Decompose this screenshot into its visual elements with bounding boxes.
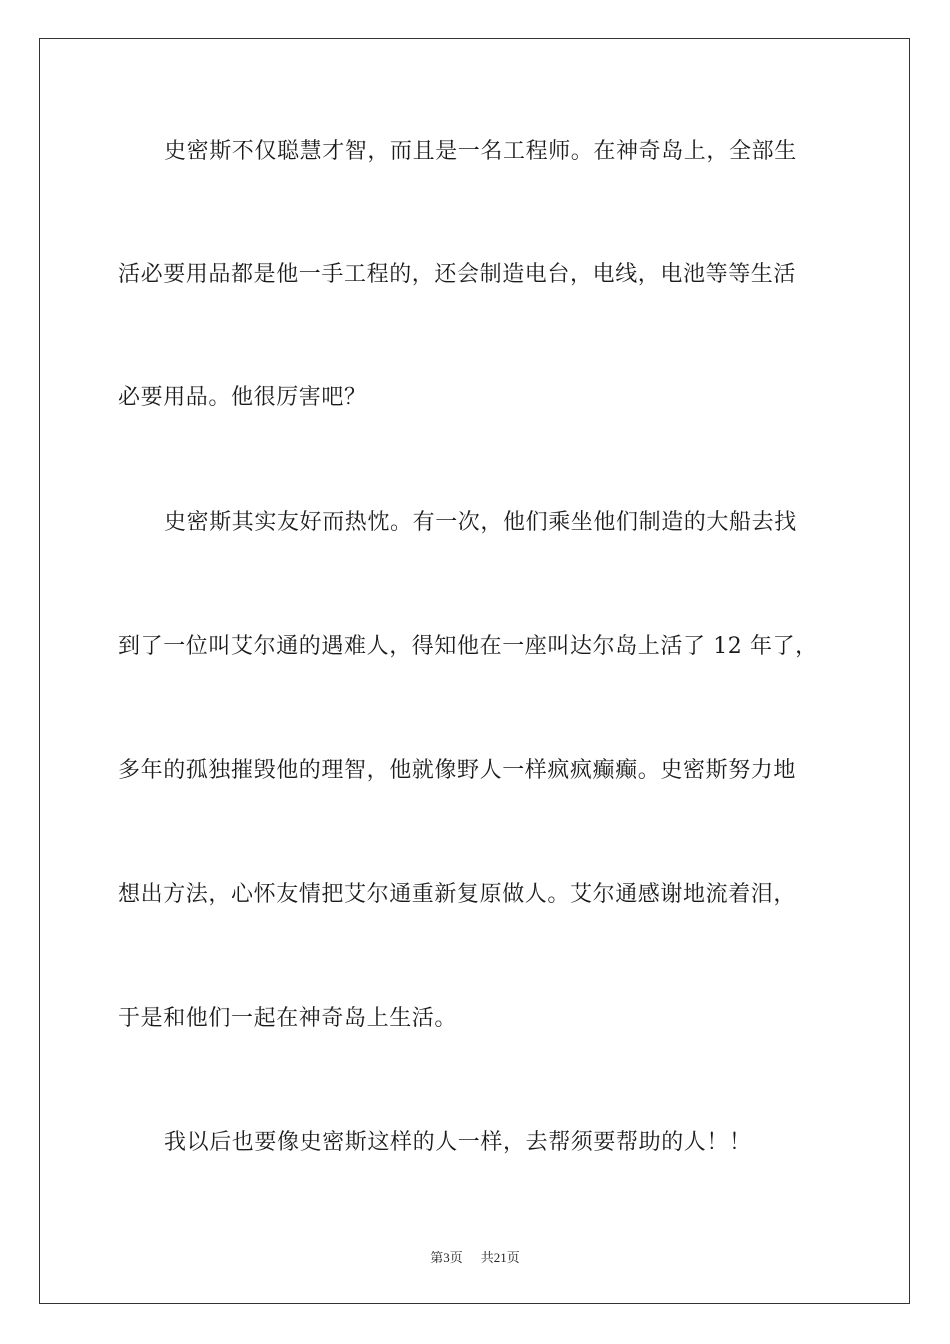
paragraph-2-line-5: 于是和他们一起在神奇岛上生活。 xyxy=(118,1006,458,1031)
paragraph-3-line-1: 我以后也要像史密斯这样的人一样，去帮须要帮助的人！！ xyxy=(164,1130,752,1155)
paragraph-1-line-2: 活必要用品都是他一手工程的，还会制造电台，电线，电池等等生活 xyxy=(118,262,797,287)
paragraph-2-line-2: 到了一位叫艾尔通的遇难人，得知他在一座叫达尔岛上活了 12 年了， xyxy=(118,634,818,659)
page-number: 第3页 xyxy=(430,1250,463,1265)
paragraph-1-line-3: 必要用品。他很厉害吧？ xyxy=(118,385,367,410)
page-footer xyxy=(0,1247,950,1266)
page-border xyxy=(39,38,910,1304)
paragraph-2-line-4: 想出方法，心怀友情把艾尔通重新复原做人。艾尔通感谢地流着泪， xyxy=(118,882,797,907)
paragraph-2-line-3: 多年的孤独摧毁他的理智，他就像野人一样疯疯癫癫。史密斯努力地 xyxy=(118,758,797,783)
paragraph-2-line-1: 史密斯其实友好而热忱。有一次，他们乘坐他们制造的大船去找 xyxy=(164,510,797,535)
paragraph-1-line-1: 史密斯不仅聪慧才智，而且是一名工程师。在神奇岛上，全部生 xyxy=(164,139,797,164)
page-total: 共21页 xyxy=(480,1250,520,1265)
